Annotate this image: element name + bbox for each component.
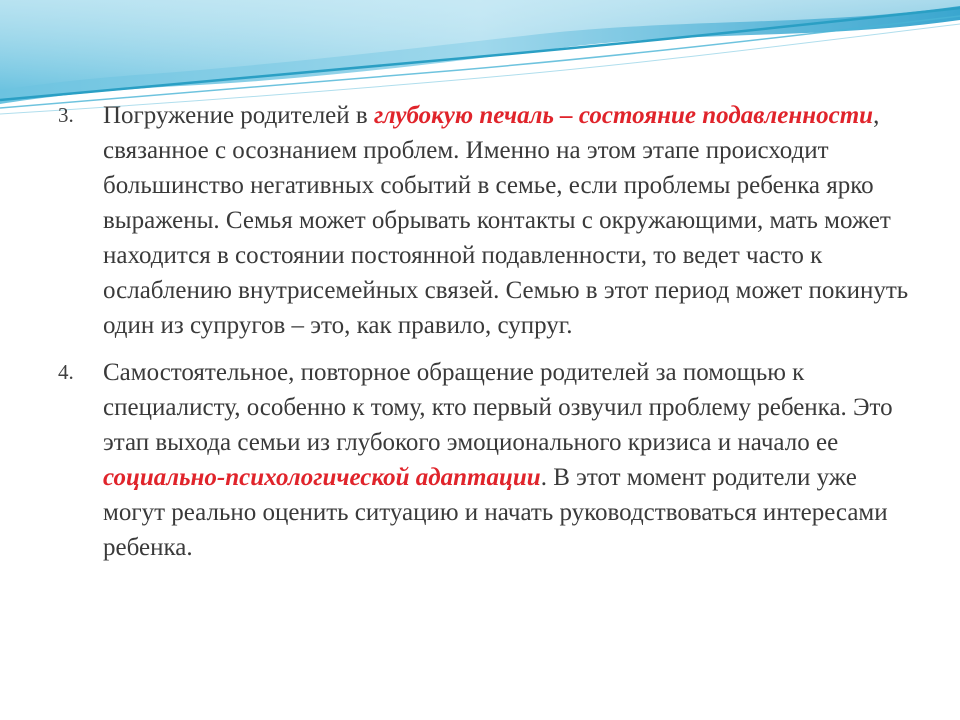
item-text-part: , связанное с осознанием проблем. Именно на этом этапе происходит большинство негативных событий в семье, если проблемы ребенка ярко выражены. Семья может обрывать контакты с окружающими, мать может находится в состоянии постоянной подавленности, то ведет часто к ослаблению внутрисемейных связей. Семью в этот период может покинуть один из супругов – это, как правило, супруг.: [103, 102, 909, 339]
list-item-4: [58, 355, 918, 565]
item-text: [103, 355, 918, 565]
item-text-part: Самостоятельное, повторное обращение родителей за помощью к специалисту, особенно к тому, кто первый озвучил проблему ребенка. Это этап выхода семьи из глубокого эмоционального кризиса и начало ее: [103, 359, 893, 456]
item-highlight: глубокую печаль – состояние подавленности: [373, 102, 874, 129]
item-text-part: . В этот момент родители уже могут реально оценить ситуацию и начать руководствоваться интересами ребенка.: [103, 464, 888, 561]
item-text: [103, 98, 918, 343]
slide-body: [58, 98, 918, 577]
item-highlight: социально-психологической адаптации: [103, 464, 541, 491]
list-item-3: [58, 98, 918, 343]
item-number: 4.: [58, 360, 74, 384]
item-text-part: Погружение родителей в: [103, 102, 374, 129]
item-number: 3.: [58, 103, 74, 127]
